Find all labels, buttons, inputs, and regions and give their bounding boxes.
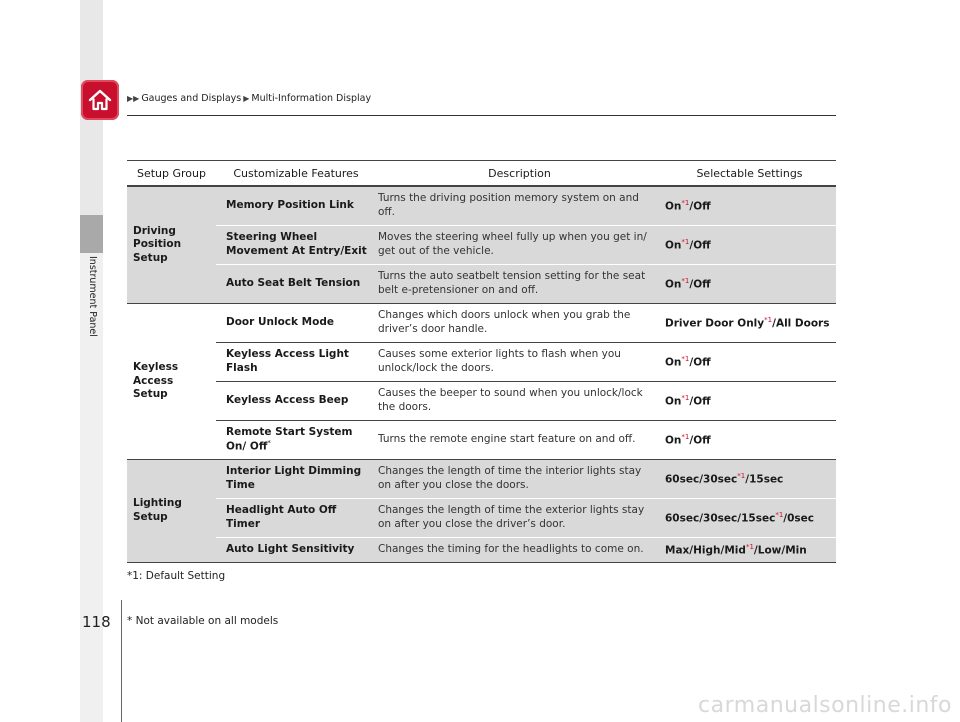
table-row	[127, 226, 836, 265]
selectable-settings: On$^{*1}$/Off	[663, 382, 836, 421]
watermark: carmanualsonline.info	[698, 693, 952, 718]
header-rule	[127, 115, 836, 116]
table-row	[127, 186, 836, 226]
feature-description: Causes the beeper to sound when you unlock/lock the doors.	[376, 382, 663, 421]
table-row	[127, 343, 836, 382]
column-header: Selectable Settings	[663, 161, 836, 187]
feature-description: Changes the timing for the headlights to come on.	[376, 538, 663, 563]
breadcrumb-item[interactable]: Gauges and Displays	[141, 93, 242, 104]
feature-name: Keyless Access Light Flash	[216, 343, 376, 382]
feature-name: Memory Position Link	[216, 186, 376, 226]
feature-name: Headlight Auto Off Timer	[216, 499, 376, 538]
table-header-row	[127, 161, 836, 187]
selectable-settings: On$^{*1}$/Off	[663, 186, 836, 226]
chapter-label: Instrument Panel	[87, 256, 98, 337]
default-setting-footnote: *1: Default Setting	[127, 570, 226, 582]
feature-description: Moves the steering wheel fully up when you get in/ get out of the vehicle.	[376, 226, 663, 265]
feature-name: Door Unlock Mode	[216, 304, 376, 343]
table-row	[127, 265, 836, 304]
breadcrumb-arrow-icon: ▶▶	[127, 94, 140, 103]
table-row	[127, 460, 836, 499]
feature-name: Keyless Access Beep	[216, 382, 376, 421]
feature-description: Turns the auto seatbelt tension setting for the seat belt e-pretensioner on and off.	[376, 265, 663, 304]
feature-name: Auto Seat Belt Tension	[216, 265, 376, 304]
selectable-settings: On$^{*1}$/Off	[663, 226, 836, 265]
breadcrumb-item[interactable]: Multi-Information Display	[251, 93, 372, 104]
selectable-settings: On$^{*1}$/Off	[663, 265, 836, 304]
selectable-settings: On$^{*1}$/Off	[663, 343, 836, 382]
setup-group-keyless: Keyless Access Setup	[127, 304, 216, 460]
breadcrumb-arrow-icon: ▶	[243, 94, 250, 103]
settings-table	[127, 160, 836, 563]
feature-description: Turns the driving position memory system on and off.	[376, 186, 663, 226]
selectable-settings: Driver Door Only$^{*1}$/All Doors	[663, 304, 836, 343]
page-number-rule	[121, 600, 122, 722]
selectable-settings: On$^{*1}$/Off	[663, 421, 836, 460]
table-row	[127, 304, 836, 343]
setup-group-driving: Driving Position Setup	[127, 186, 216, 304]
column-header: Setup Group	[127, 161, 216, 187]
feature-name: Steering Wheel Movement At Entry/Exit	[216, 226, 376, 265]
table-row	[127, 499, 836, 538]
feature-name: Interior Light Dimming Time	[216, 460, 376, 499]
selectable-settings: Max/High/Mid$^{*1}$/Low/Min	[663, 538, 836, 563]
table-row	[127, 421, 836, 460]
side-chapter-tab[interactable]	[80, 215, 103, 253]
feature-description: Changes the length of time the exterior lights stay on after you close the driver’s door.	[376, 499, 663, 538]
feature-description: Changes the length of time the interior lights stay on after you close the doors.	[376, 460, 663, 499]
home-icon	[87, 87, 113, 113]
feature-description: Turns the remote engine start feature on and off.	[376, 421, 663, 460]
table-row	[127, 538, 836, 563]
feature-description: Changes which doors unlock when you grab the driver’s door handle.	[376, 304, 663, 343]
column-header: Description	[376, 161, 663, 187]
table-row	[127, 382, 836, 421]
selectable-settings: $60\sec/30\sec^{*1}/15\sec$	[663, 460, 836, 499]
column-header: Customizable Features	[216, 161, 376, 187]
selectable-settings: $60\sec/30\sec/15\sec^{*1}/0\sec$	[663, 499, 836, 538]
breadcrumb	[127, 93, 371, 104]
home-button[interactable]	[81, 80, 119, 120]
page-number: 118	[82, 613, 111, 631]
feature-name: Auto Light Sensitivity	[216, 538, 376, 563]
setup-group-lighting: Lighting Setup	[127, 460, 216, 563]
feature-description: Causes some exterior lights to flash when you unlock/lock the doors.	[376, 343, 663, 382]
availability-note: * Not available on all models	[127, 615, 279, 627]
feature-name: Remote Start System On/ Off*	[216, 421, 376, 460]
